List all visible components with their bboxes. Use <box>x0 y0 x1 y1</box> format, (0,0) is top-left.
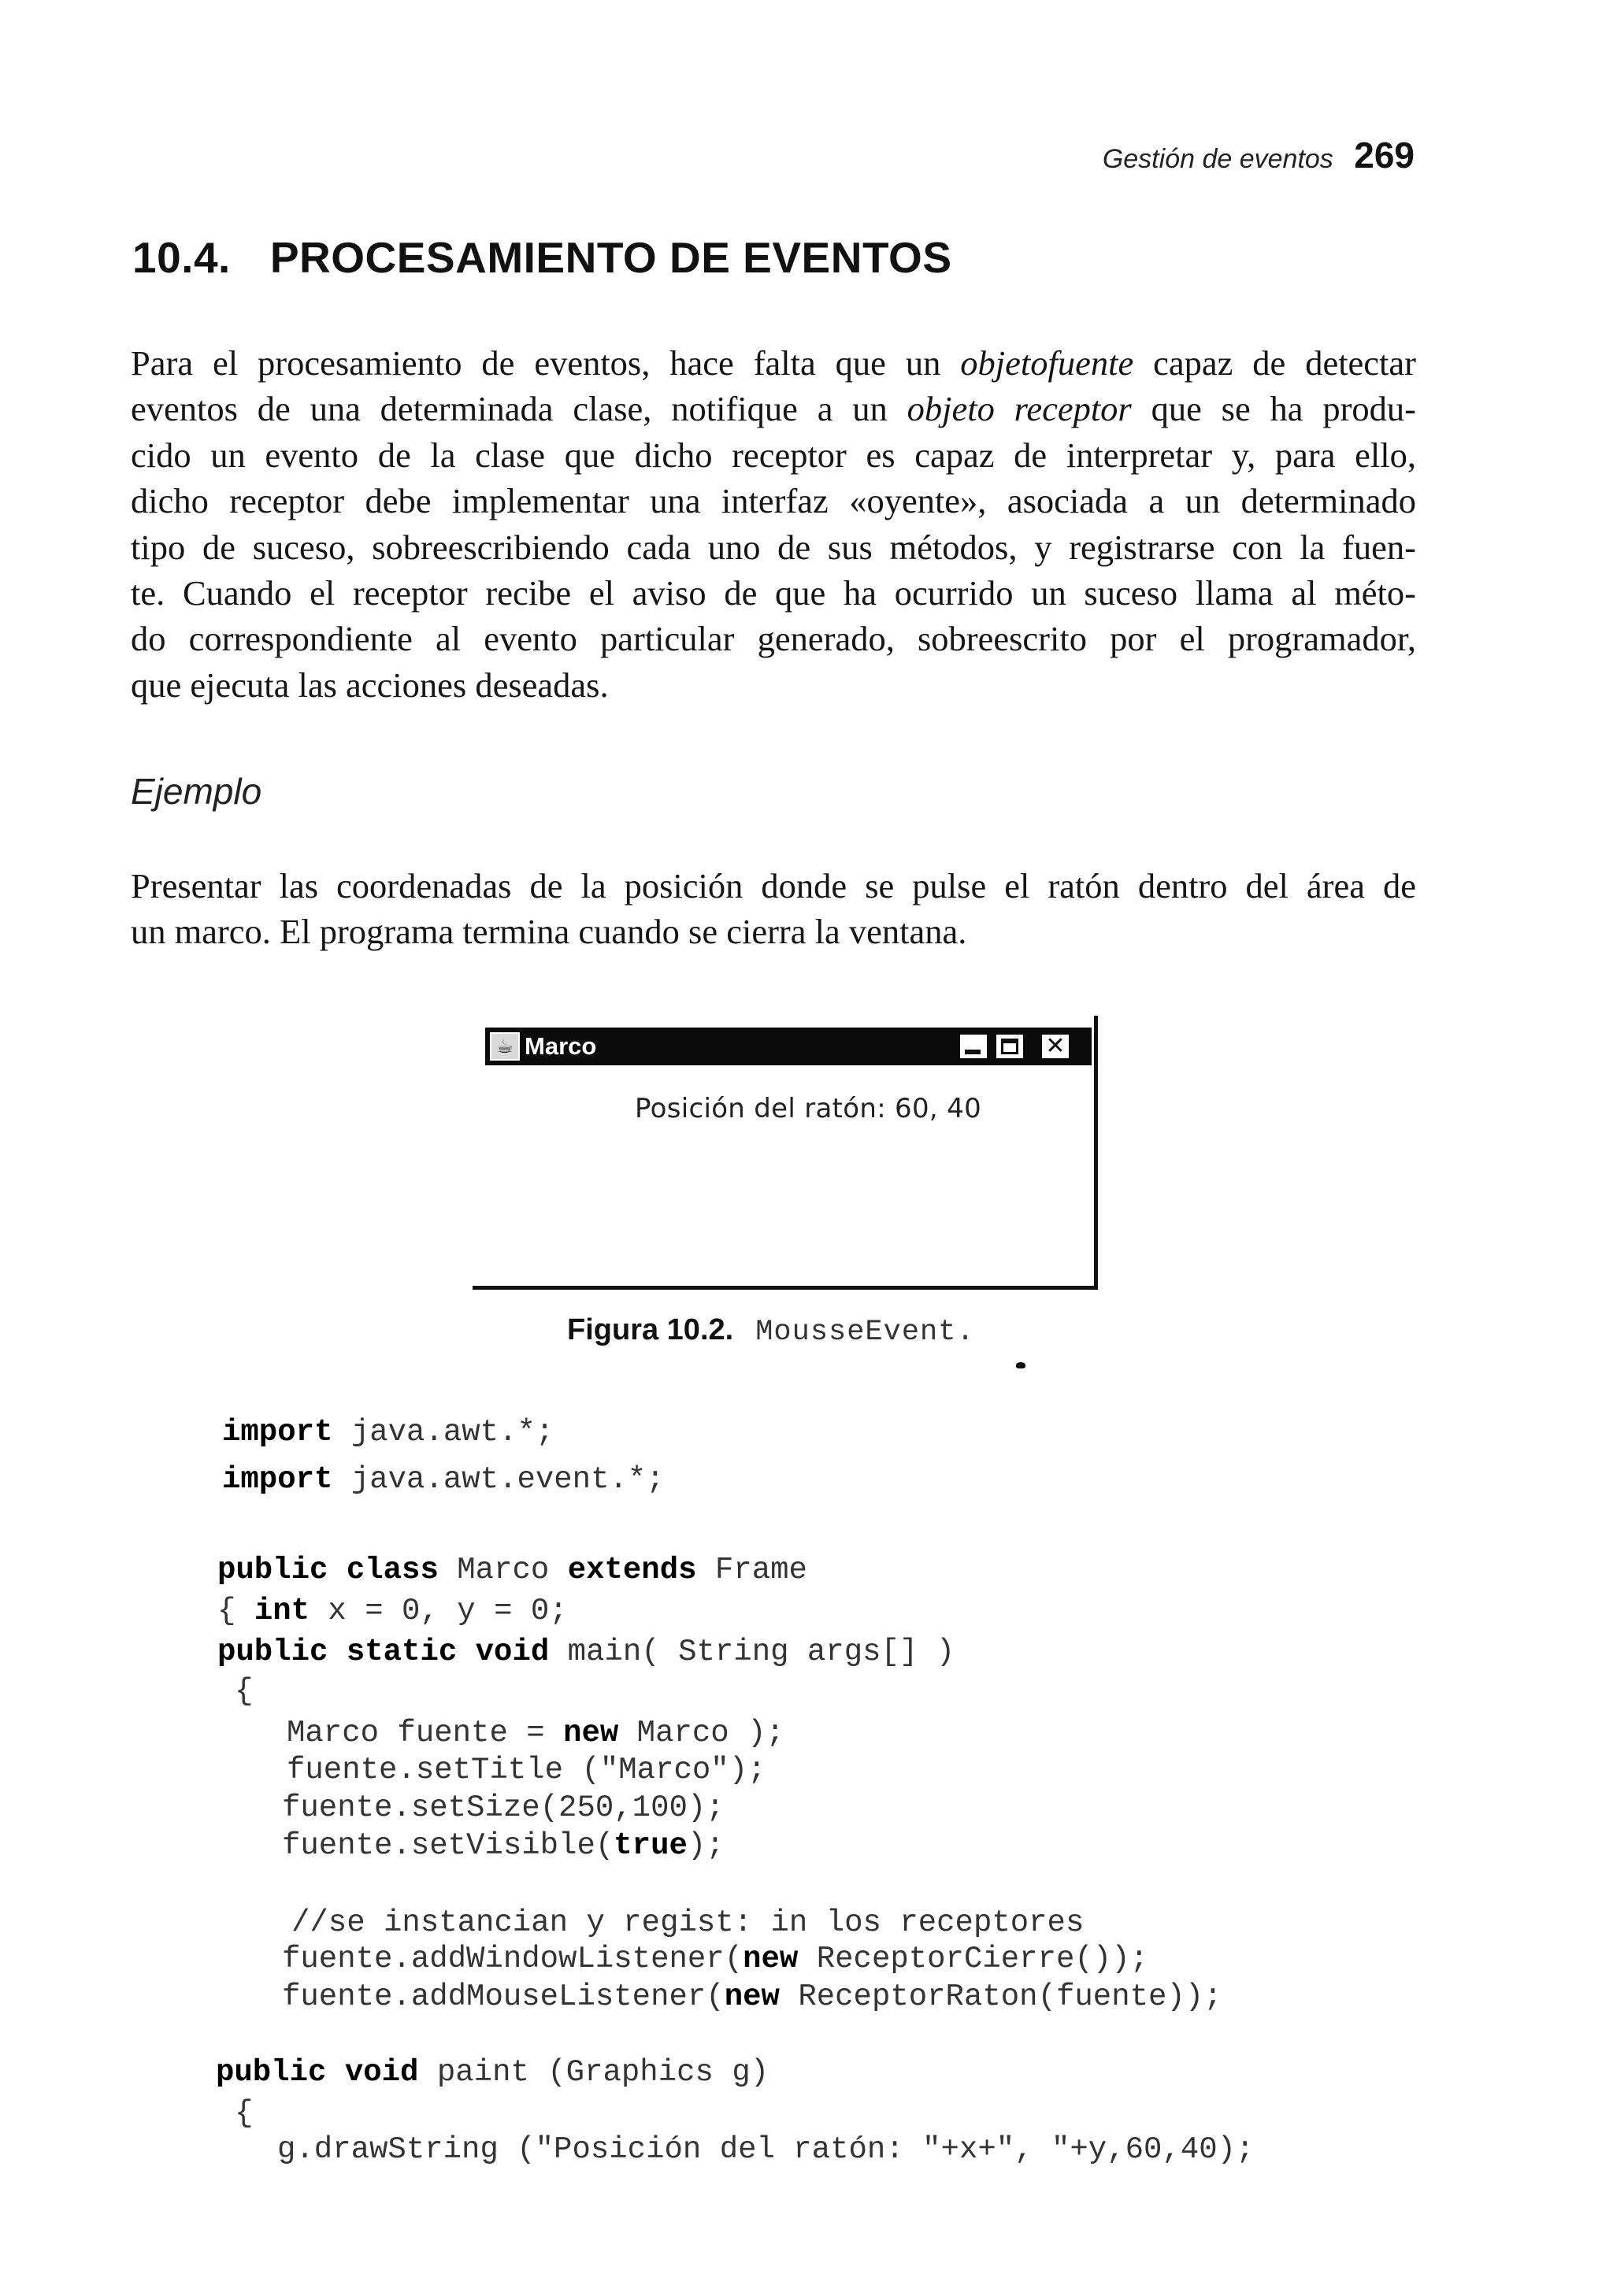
text-run: do correspondiente al evento particular generado, sobreescrito por el programador, <box>131 619 1416 659</box>
code-text: { <box>235 2096 254 2131</box>
paragraph-line <box>131 616 1416 661</box>
example-heading: Ejemplo <box>131 771 262 812</box>
code-text: fuente.setVisible( <box>282 1828 614 1863</box>
code-line <box>291 1904 1084 1942</box>
code-text: ); <box>687 1828 725 1863</box>
code-line <box>222 1461 665 1498</box>
text-run: te. Cuando el receptor recibe el aviso de que ha ocurrido un suceso llama al méto- <box>131 572 1416 613</box>
section-heading <box>132 232 952 283</box>
text-run: que se ha produ- <box>1131 389 1416 429</box>
figure-label: Figura 10.2. <box>567 1313 734 1346</box>
paragraph-line <box>131 662 1416 708</box>
code-text: Frame <box>696 1553 807 1587</box>
code-keyword: import <box>222 1415 333 1450</box>
intro-paragraph <box>131 340 1416 708</box>
paragraph-line: Presentar las coordenadas de la posición donde se pulse el ratón dentro del área de <box>131 866 1416 905</box>
maximize-icon <box>1001 1039 1018 1054</box>
example-paragraph <box>131 863 1416 955</box>
print-speck <box>1016 1362 1025 1368</box>
section-number: 10.4. <box>132 233 231 282</box>
code-text: java.awt.event.*; <box>332 1462 665 1497</box>
window-title: Marco <box>525 1032 597 1060</box>
code-line <box>277 2131 1254 2168</box>
code-text: Marco fuente = <box>287 1716 564 1750</box>
code-line <box>282 1827 725 1865</box>
code-text: main( String args[] ) <box>549 1635 955 1669</box>
code-text: java.awt.*; <box>332 1415 554 1450</box>
paragraph-line <box>131 570 1416 616</box>
emphasized-term: objeto receptor <box>907 389 1132 429</box>
mouse-position-text: Posición del ratón: 60, 40 <box>635 1093 982 1124</box>
code-keyword: public void <box>216 2055 419 2090</box>
text-run: que ejecuta las acciones deseadas. <box>131 665 609 705</box>
paragraph-line <box>131 478 1416 524</box>
code-text: { <box>217 1594 254 1628</box>
text-run: capaz de detectar <box>1133 343 1416 383</box>
code-text: ReceptorCierre()); <box>798 1942 1149 1976</box>
code-line <box>287 1751 766 1789</box>
code-keyword: import <box>222 1462 333 1497</box>
code-line <box>282 1940 1148 1978</box>
figure-caption <box>567 1313 975 1349</box>
paragraph-line <box>131 432 1416 478</box>
paragraph-line <box>131 386 1416 431</box>
paragraph-line <box>131 340 1416 386</box>
code-text: Marco ); <box>618 1716 784 1750</box>
text-run: tipo de suceso, sobreescribiendo cada uno de sus métodos, y registrarse con la fuen- <box>131 527 1416 567</box>
paragraph-line: un marco. El programa termina cuando se cierra la ventana. <box>131 912 967 952</box>
code-text: //se instancian y regist: in los receptores <box>291 1905 1085 1940</box>
minimize-icon <box>965 1050 981 1054</box>
window-border-bottom <box>473 1286 1098 1290</box>
code-line <box>282 1789 725 1827</box>
close-button[interactable] <box>1040 1032 1071 1061</box>
text-run: Para el procesamiento de eventos, hace falta que un <box>131 343 961 383</box>
close-icon: ✕ <box>1045 1032 1066 1060</box>
code-line <box>287 1714 784 1752</box>
paragraph-line <box>131 524 1416 570</box>
code-line <box>235 2094 253 2132</box>
code-text: ReceptorRaton(fuente)); <box>779 1979 1222 2014</box>
code-keyword: public class <box>217 1553 439 1587</box>
code-text: { <box>235 1674 254 1709</box>
code-keyword: int <box>254 1594 310 1628</box>
code-line <box>235 1672 253 1710</box>
maximize-button[interactable] <box>994 1032 1025 1061</box>
code-line <box>217 1551 807 1589</box>
code-keyword: new <box>743 1942 799 1976</box>
code-line <box>222 1413 554 1451</box>
minimize-button[interactable] <box>958 1032 989 1061</box>
page-number: 269 <box>1354 135 1415 176</box>
code-line <box>216 2053 769 2091</box>
code-keyword: public static void <box>217 1635 550 1669</box>
code-text: fuente.addMouseListener( <box>282 1979 725 2014</box>
window-screenshot <box>473 1016 1103 1291</box>
text-run: eventos de una determinada clase, notifique a un <box>131 389 907 429</box>
code-keyword: new <box>724 1979 780 2014</box>
code-text: fuente.setSize(250,100); <box>282 1791 725 1825</box>
code-text: x = 0, y = 0; <box>310 1594 568 1628</box>
code-line <box>217 1592 568 1630</box>
code-keyword: extends <box>567 1553 697 1587</box>
applet-icon: ☕ <box>490 1032 520 1061</box>
text-run: cido un evento de la clase que dicho receptor es capaz de interpretar y, para ello, <box>131 435 1416 475</box>
figure-caption-text: MousseEvent. <box>755 1316 975 1349</box>
code-text: fuente.setTitle ("Marco"); <box>287 1753 766 1787</box>
code-text: Marco <box>438 1553 568 1587</box>
code-line <box>282 1978 1222 2016</box>
code-keyword: true <box>614 1828 688 1863</box>
window-titlebar <box>485 1028 1092 1065</box>
section-title: PROCESAMIENTO DE EVENTOS <box>269 233 952 282</box>
emphasized-term: objetofuente <box>960 343 1134 383</box>
window-border-right <box>1094 1016 1098 1290</box>
code-keyword: new <box>563 1716 619 1750</box>
running-head <box>1103 134 1415 176</box>
text-run: dicho receptor debe implementar una interfaz «oyente», asociada a un determinado <box>131 481 1416 521</box>
code-text: paint (Graphics g) <box>418 2055 769 2090</box>
code-text: fuente.addWindowListener( <box>282 1942 743 1976</box>
running-head-title: Gestión de eventos <box>1102 144 1333 174</box>
code-line <box>217 1633 955 1671</box>
code-text: g.drawString ("Posición del ratón: "+x+", "+y,60,40); <box>277 2132 1255 2167</box>
